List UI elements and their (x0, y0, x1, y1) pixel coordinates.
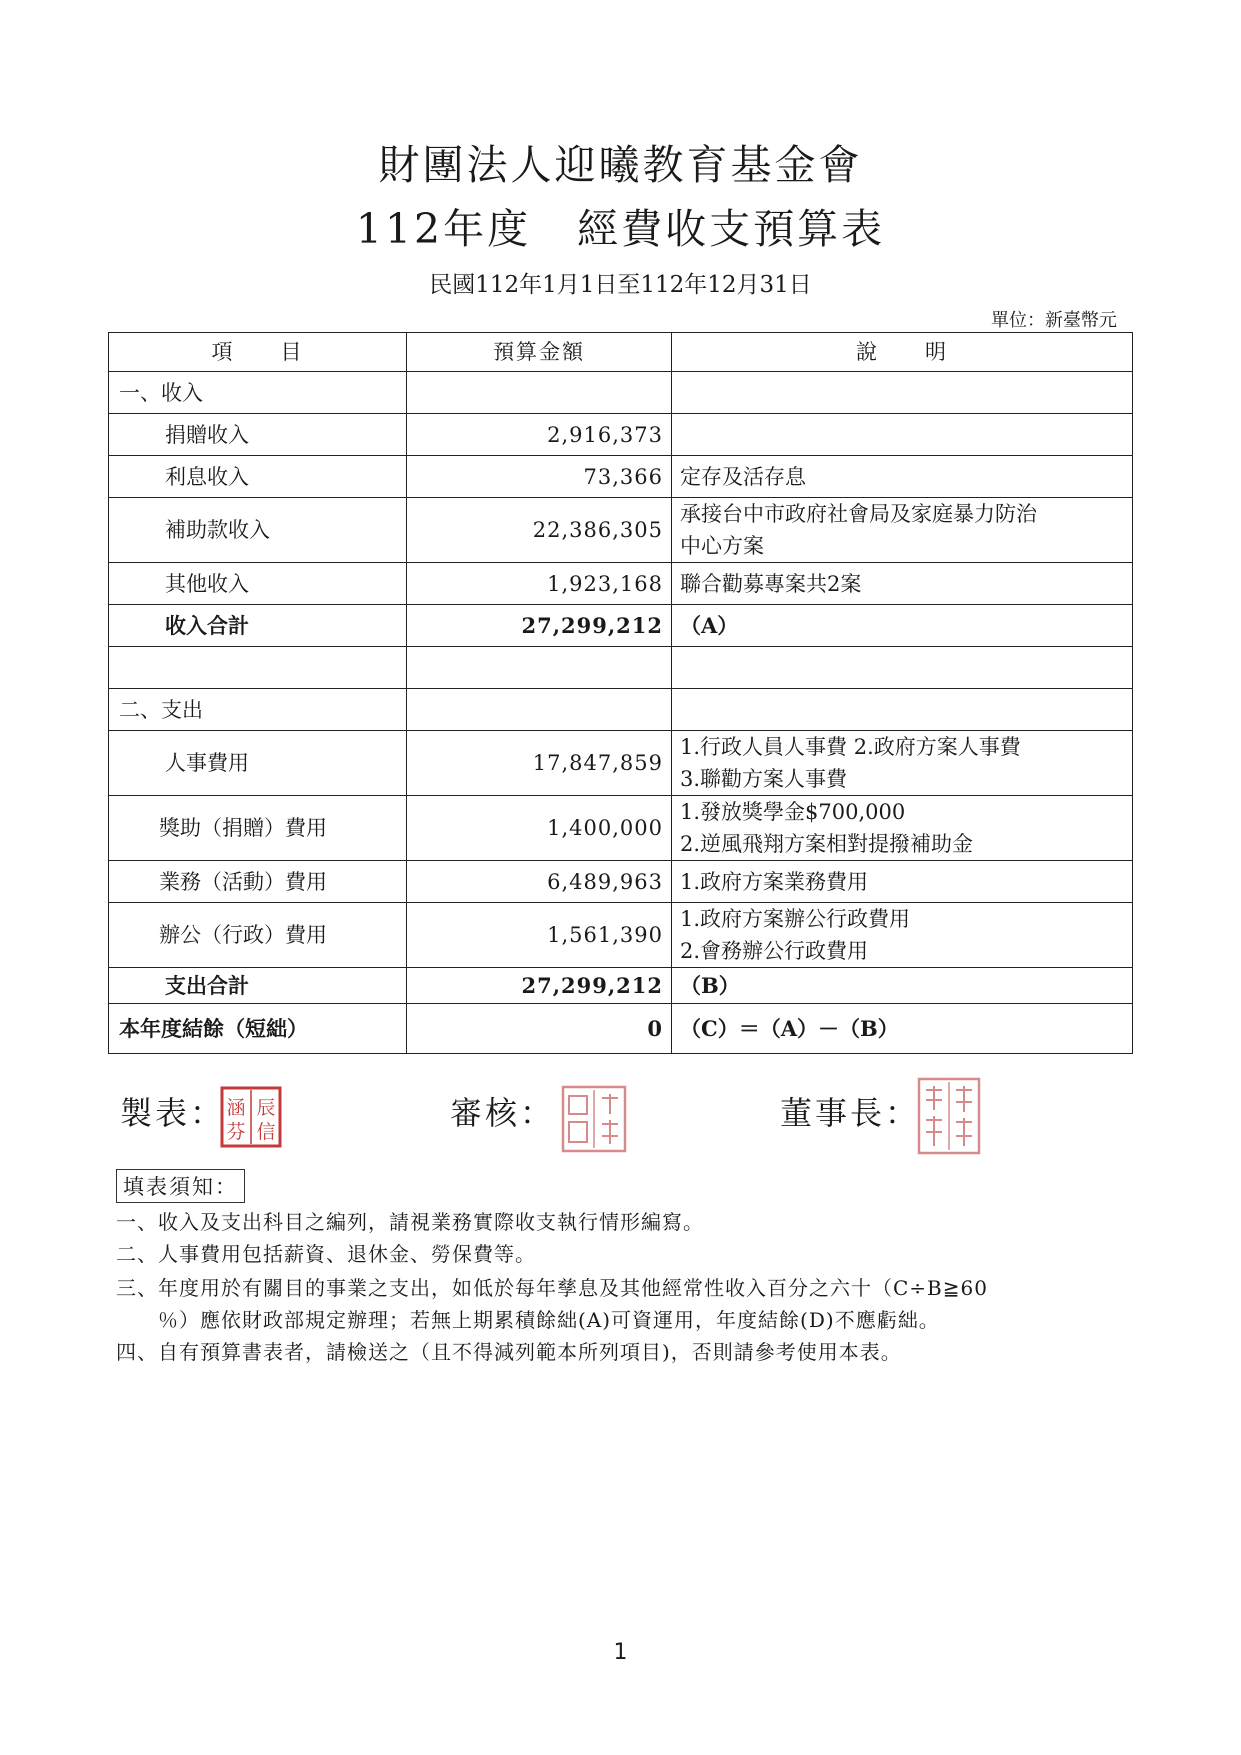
row-amount (407, 372, 672, 414)
row-item: 補助款收入 (109, 498, 407, 563)
table-row (109, 689, 1133, 731)
row-description (672, 968, 1133, 1004)
description-line: 中心方案 (680, 534, 764, 558)
svg-text:芬: 芬 (226, 1121, 246, 1143)
row-description (672, 605, 1133, 647)
row-description (672, 903, 1133, 968)
table-header-row (109, 333, 1133, 372)
description-line: 1.發放獎學金$700,000 (680, 800, 906, 824)
table-row (109, 903, 1133, 968)
row-description (672, 498, 1133, 563)
row-amount: 0 (407, 1004, 672, 1054)
description-line: 1.政府方案辦公行政費用 (680, 907, 911, 931)
description-line: 聯合勸募專案共2案 (680, 571, 862, 596)
description-line: 定存及活存息 (680, 464, 806, 489)
row-description (672, 563, 1133, 605)
table-row (109, 968, 1133, 1004)
description-line: （C）＝（A）－（B） (680, 1015, 899, 1041)
row-item: 捐贈收入 (109, 414, 407, 456)
row-description (672, 861, 1133, 903)
document-subtitle (0, 196, 1241, 255)
row-description (672, 1004, 1133, 1054)
row-amount (407, 689, 672, 731)
row-item: 支出合計 (109, 968, 407, 1004)
row-amount: 1,561,390 (407, 903, 672, 968)
row-item: 本年度結餘（短絀） (109, 1004, 407, 1054)
row-description (672, 796, 1133, 861)
row-item: 利息收入 (109, 456, 407, 498)
description-line: 2.會務辦公行政費用 (680, 939, 869, 963)
notice-line-4: ％）應依財政部規定辦理；若無上期累積餘絀(A)可資運用，年度結餘(D)不應虧絀。 (158, 1308, 940, 1332)
column-header-amount: 預算金額 (407, 333, 672, 372)
currency-unit: 單位：新臺幣元 (991, 310, 1117, 331)
svg-text:涵: 涵 (226, 1097, 246, 1119)
row-amount: 27,299,212 (407, 605, 672, 647)
chairman-label: 董事長： (780, 1094, 921, 1132)
row-item: 業務（活動）費用 (109, 861, 407, 903)
signature-row (0, 1088, 1241, 1168)
chairman-seal-icon (916, 1076, 982, 1156)
row-amount: 17,847,859 (407, 731, 672, 796)
row-item: 其他收入 (109, 563, 407, 605)
row-description (672, 731, 1133, 796)
notice-line-3: 三、年度用於有關目的事業之支出，如低於每年孳息及其他經常性收入百分之六十（C÷B≧60 (116, 1276, 988, 1300)
page-number: 1 (613, 1640, 628, 1665)
description-line: （B） (680, 972, 740, 998)
row-amount: 27,299,212 (407, 968, 672, 1004)
notice-line-5: 四、自有預算書表者，請檢送之（且不得減列範本所列項目)，否則請參考使用本表。 (116, 1340, 902, 1364)
row-description (672, 647, 1133, 689)
row-amount: 2,916,373 (407, 414, 672, 456)
description-line: 1.行政人員人事費 2.政府方案人事費 (680, 735, 1021, 759)
row-description (672, 456, 1133, 498)
row-amount: 1,400,000 (407, 796, 672, 861)
row-amount: 73,366 (407, 456, 672, 498)
notice-line-2: 二、人事費用包括薪資、退休金、勞保費等。 (116, 1242, 536, 1266)
reviewer-seal-icon (560, 1084, 628, 1154)
table-row (109, 372, 1133, 414)
description-line: 2.逆風飛翔方案相對提撥補助金 (680, 832, 974, 856)
description-line: （A） (680, 612, 739, 638)
row-item: 獎助（捐贈）費用 (109, 796, 407, 861)
table-row (109, 498, 1133, 563)
document-title: 財團法人迎曦教育基金會 (378, 141, 863, 189)
column-header-description: 說 明 (672, 333, 1133, 372)
row-amount: 6,489,963 (407, 861, 672, 903)
row-amount: 22,386,305 (407, 498, 672, 563)
table-row (109, 414, 1133, 456)
table-row (109, 605, 1133, 647)
table-row (109, 731, 1133, 796)
preparer-seal-icon (220, 1086, 282, 1148)
table-row (109, 796, 1133, 861)
row-item (109, 647, 407, 689)
row-item: 辦公（行政）費用 (109, 903, 407, 968)
table-row (109, 456, 1133, 498)
table-row (109, 647, 1133, 689)
table-row (109, 1004, 1133, 1054)
table-row (109, 563, 1133, 605)
budget-table (108, 332, 1133, 1054)
row-description (672, 414, 1133, 456)
table-row (109, 861, 1133, 903)
row-description (672, 372, 1133, 414)
budget-table-name: 經費收支預算表 (577, 205, 886, 253)
fiscal-year: 112年度 (355, 205, 532, 253)
notice-title: 填表須知： (116, 1169, 245, 1203)
svg-text:辰: 辰 (256, 1097, 276, 1119)
row-item: 一、收入 (109, 372, 407, 414)
period: 民國112年1月1日至112年12月31日 (429, 272, 812, 298)
column-header-item: 項 目 (109, 333, 407, 372)
row-item: 人事費用 (109, 731, 407, 796)
description-line: 1.政府方案業務費用 (680, 869, 869, 894)
row-item: 二、支出 (109, 689, 407, 731)
notice-line-1: 一、收入及支出科目之編列，請視業務實際收支執行情形編寫。 (116, 1210, 704, 1234)
description-line: 3.聯勸方案人事費 (680, 767, 848, 791)
description-line: 承接台中市政府社會局及家庭暴力防治 (680, 502, 1037, 526)
preparer-label: 製表： (120, 1094, 226, 1132)
reviewer-label: 審核： (450, 1094, 556, 1132)
row-amount: 1,923,168 (407, 563, 672, 605)
row-amount (407, 647, 672, 689)
row-item: 收入合計 (109, 605, 407, 647)
svg-text:信: 信 (256, 1121, 276, 1143)
row-description (672, 689, 1133, 731)
